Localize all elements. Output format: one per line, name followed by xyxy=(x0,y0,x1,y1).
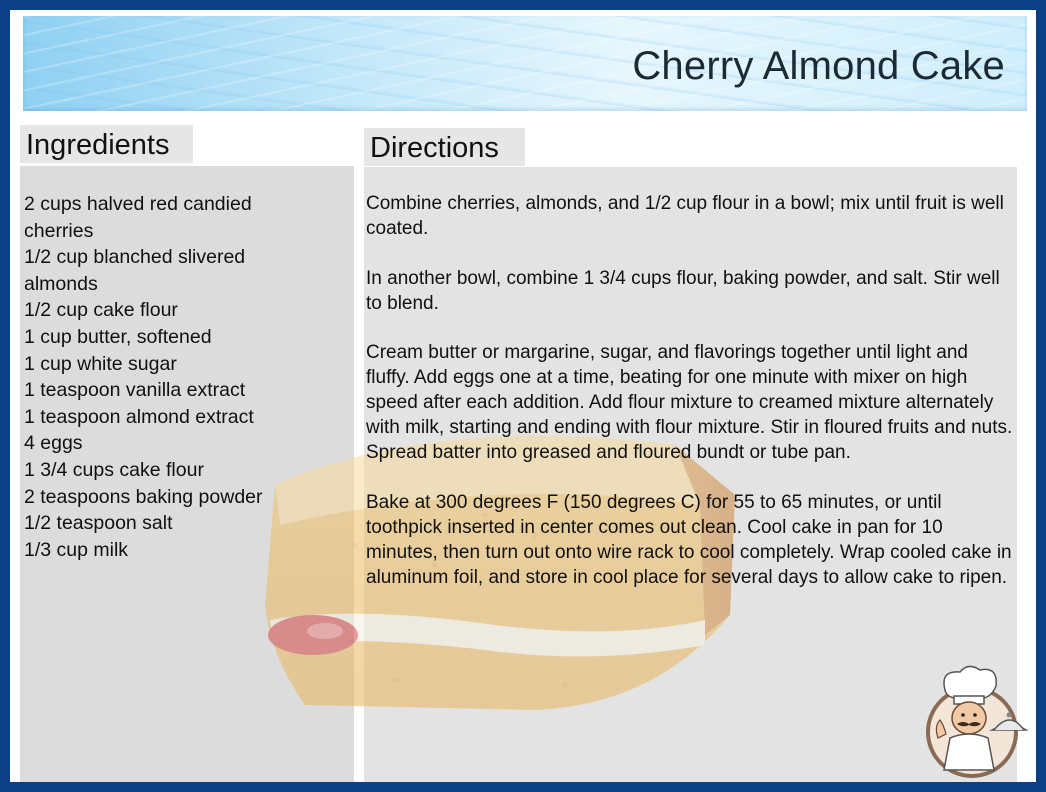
direction-step: Cream butter or margarine, sugar, and flavorings together until light and fluffy. Add eggs one at a time, beating for one minute with mixer on high speed after each addition. Add flour mixture to creamed mixture alternately with milk, starting and ending with flour mixture. Stir in floured fruits and nuts. Spread batter into greased and floured bundt or tube pan. xyxy=(366,342,1013,464)
directions-text xyxy=(366,192,1016,615)
direction-step: Bake at 300 degrees F (150 degrees C) for 55 to 65 minutes, or until toothpick inserted in center comes out clean. Cool cake in pan for 10 minutes, then turn out onto wire rack to cool completely. Wrap cooled cake in aluminum foil, and store in cool place for several days to allow cake to ripen. xyxy=(366,491,1012,588)
recipe-card xyxy=(10,10,1036,782)
directions-heading: Directions xyxy=(364,128,525,166)
ingredient-item: 1/2 teaspoon salt xyxy=(24,512,173,535)
title-banner xyxy=(23,16,1027,111)
chef-icon xyxy=(910,660,1028,778)
ingredient-item: 1/3 cup milk xyxy=(24,538,129,561)
ingredients-list xyxy=(24,191,324,563)
ingredients-heading: Ingredients xyxy=(20,125,193,163)
direction-step: In another bowl, combine 1 3/4 cups flour, baking powder, and salt. Stir well to blend. xyxy=(366,267,1000,314)
ingredient-item: 4 eggs xyxy=(24,432,83,455)
ingredient-item: 1 cup white sugar xyxy=(24,352,177,375)
direction-step: Combine cherries, almonds, and 1/2 cup flour in a bowl; mix until fruit is well coated. xyxy=(366,193,1004,239)
page-title: Cherry Almond Cake xyxy=(632,44,1005,88)
ingredient-item: 2 cups halved red candied cherries xyxy=(24,193,252,242)
ingredient-item: 1 teaspoon vanilla extract xyxy=(24,379,246,402)
ingredient-item: 2 teaspoons baking powder xyxy=(24,485,263,508)
ingredient-item: 1 3/4 cups cake flour xyxy=(24,458,204,481)
ingredient-item: 1/2 cup cake flour xyxy=(24,299,178,322)
ingredient-item: 1 cup butter, softened xyxy=(24,325,212,348)
ingredient-item: 1 teaspoon almond extract xyxy=(24,405,254,428)
ingredient-item: 1/2 cup blanched slivered almonds xyxy=(24,246,246,295)
